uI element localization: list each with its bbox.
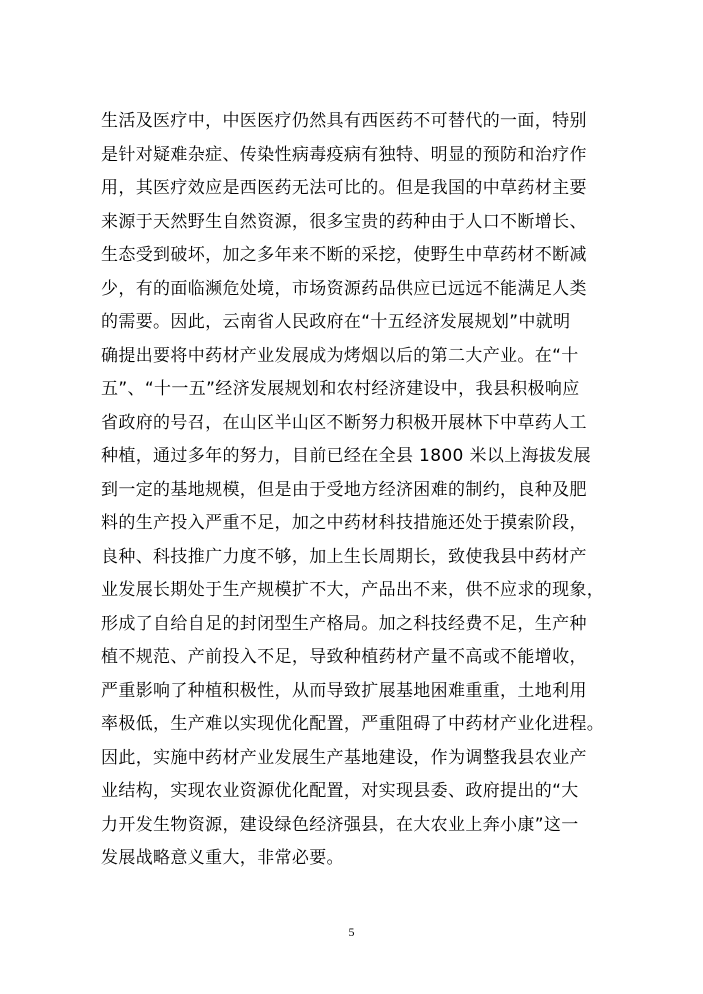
text-line: 植不规范、产前投入不足，导致种植药材产量不高或不能增收， bbox=[101, 647, 587, 667]
text-line: 生活及医疗中，中医医疗仍然具有西医药不可替代的一面，特别 bbox=[101, 111, 587, 131]
text-line: 料的生产投入严重不足，加之中药材科技措施还处于摸索阶段， bbox=[101, 513, 587, 533]
text-line: 生态受到破坏，加之多年来不断的采挖，使野生中草药材不断减 bbox=[101, 245, 587, 265]
text-line: 率极低，生产难以实现优化配置，严重阻碍了中药材产业化进程。 bbox=[101, 714, 605, 734]
text-line: 严重影响了种植积极性，从而导致扩展基地困难重重，土地利用 bbox=[101, 680, 587, 701]
body-paragraph bbox=[101, 105, 611, 876]
text-line: 力开发生物资源，建设绿色经济强县，在大农业上奔小康”这一 bbox=[101, 814, 579, 835]
text-line: 业结构，实现农业资源优化配置，对实现县委、政府提出的“大 bbox=[101, 781, 579, 801]
page-number: 5 bbox=[348, 925, 355, 939]
text-line: 到一定的基地规模，但是由于受地方经济困难的制约，良种及肥 bbox=[101, 479, 587, 500]
text-line: 良种、科技推广力度不够，加上生长周期长，致使我县中药材产 bbox=[101, 546, 587, 567]
text-line: 少，有的面临濒危处境，市场资源药品供应已远远不能满足人类 bbox=[101, 278, 587, 299]
text-line: 省政府的号召，在山区半山区不断努力积极开展林下中草药人工 bbox=[101, 412, 587, 433]
text-line: 确提出要将中药材产业发展成为烤烟以后的第二大产业。在“十 bbox=[101, 345, 579, 366]
text-line: 来源于天然野生自然资源，很多宝贵的药种由于人口不断增长、 bbox=[101, 211, 587, 232]
text-line: 的需要。因此，云南省人民政府在“十五经济发展规划”中就明 bbox=[101, 312, 571, 332]
text-line: 是针对疑难杂症、传染性病毒疫病有独特、明显的预防和治疗作 bbox=[101, 144, 587, 165]
text-line: 种植，通过多年的努力，目前已经在全县 1800 米以上海拔发展 bbox=[101, 446, 591, 466]
text-line: 发展战略意义重大，非常必要。 bbox=[101, 848, 344, 868]
text-line: 因此，实施中药材产业发展生产基地建设，作为调整我县农业产 bbox=[101, 747, 587, 768]
text-line: 形成了自给自足的封闭型生产格局。加之科技经费不足，生产种 bbox=[101, 613, 587, 634]
text-line: 业发展长期处于生产规模扩不大，产品出不来，供不应求的现象， bbox=[101, 580, 605, 600]
text-line: 用，其医疗效应是西医药无法可比的。但是我国的中草药材主要 bbox=[101, 178, 587, 198]
text-line: 五”、“十一五”经济发展规划和农村经济建设中，我县积极响应 bbox=[101, 379, 580, 399]
